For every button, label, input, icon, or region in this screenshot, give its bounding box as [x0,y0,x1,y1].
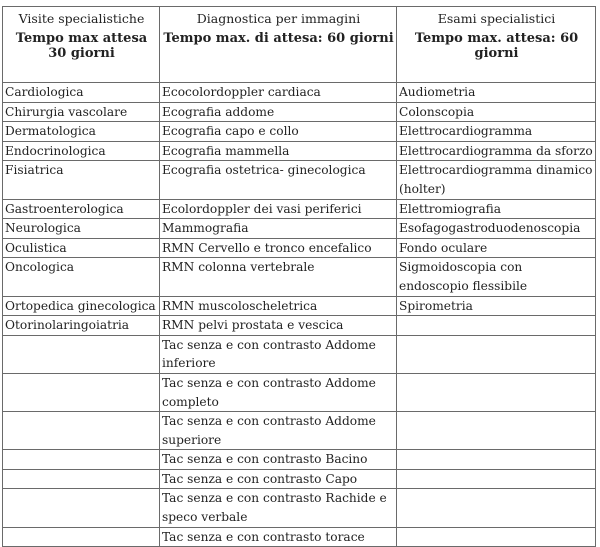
visite-cell: Gastroenterologica [3,199,160,219]
esami-cell [397,527,596,547]
table-body [3,83,596,547]
esami-cell [397,373,596,411]
table-row [3,469,596,489]
diagnostica-cell: Ecolordoppler dei vasi periferici [160,199,397,219]
diagnostica-cell: Tac senza e con contrasto Addome inferiore [160,335,397,373]
visite-cell [3,373,160,411]
visite-cell [3,412,160,450]
table-header [3,7,596,83]
visite-cell: Endocrinologica [3,141,160,161]
esami-cell [397,469,596,489]
esami-cell: Fondo oculare [397,238,596,258]
esami-cell [397,489,596,527]
diagnostica-cell: Tac senza e con contrasto Rachide e speco verbale [160,489,397,527]
esami-cell: Colonscopia [397,102,596,122]
diagnostica-cell: Tac senza e con contrasto Addome completo [160,373,397,411]
table-row [3,316,596,336]
table-row [3,161,596,199]
diagnostica-cell: Ecografia ostetrica- ginecologica [160,161,397,199]
visite-cell: Cardiologica [3,83,160,103]
table-row [3,238,596,258]
header-visite [3,7,160,83]
header-subtitle: Tempo max. di attesa: 60 giorni [163,31,394,46]
diagnostica-cell: RMN colonna vertebrale [160,258,397,296]
table-row [3,450,596,470]
visite-cell [3,489,160,527]
diagnostica-cell: Mammografia [160,219,397,239]
diagnostica-cell: Ecografia capo e collo [160,122,397,142]
table-row [3,141,596,161]
table-row [3,373,596,411]
visite-cell [3,450,160,470]
esami-cell: Elettrocardiogramma [397,122,596,142]
diagnostica-cell: Tac senza e con contrasto Capo [160,469,397,489]
esami-cell: Sigmoidoscopia con endoscopio flessibile [397,258,596,296]
diagnostica-cell: Ecografia mammella [160,141,397,161]
header-esami [397,7,596,83]
table-row [3,122,596,142]
esami-cell [397,450,596,470]
visite-cell [3,469,160,489]
esami-cell [397,335,596,373]
visite-cell: Dermatologica [3,122,160,142]
table-row [3,527,596,547]
visite-cell: Ortopedica ginecologica [3,296,160,316]
table-row [3,489,596,527]
esami-cell: Elettrocardiogramma da sforzo [397,141,596,161]
visite-cell: Oncologica [3,258,160,296]
table-row [3,412,596,450]
diagnostica-cell: RMN pelvi prostata e vescica [160,316,397,336]
visite-cell: Chirurgia vascolare [3,102,160,122]
waiting-times-table [2,6,596,547]
diagnostica-cell: Tac senza e con contrasto torace [160,527,397,547]
table-row [3,219,596,239]
header-title: Esami specialistici [437,11,556,26]
diagnostica-cell: Tac senza e con contrasto Addome superiore [160,412,397,450]
table-row [3,335,596,373]
table-row [3,258,596,296]
header-subtitle: Tempo max attesa 30 giorni [15,31,148,61]
esami-cell: Audiometria [397,83,596,103]
header-title: Diagnostica per immagini [196,11,361,26]
table-row [3,83,596,103]
diagnostica-cell: Tac senza e con contrasto Bacino [160,450,397,470]
diagnostica-cell: RMN muscoloscheletrica [160,296,397,316]
esami-cell [397,316,596,336]
esami-cell: Elettrocardiogramma dinamico (holter) [397,161,596,199]
diagnostica-cell: Ecocolordoppler cardiaca [160,83,397,103]
header-diagnostica [160,7,397,83]
table-row [3,102,596,122]
visite-cell: Fisiatrica [3,161,160,199]
visite-cell: Oculistica [3,238,160,258]
table-row [3,296,596,316]
diagnostica-cell: Ecografia addome [160,102,397,122]
header-row [3,7,596,83]
esami-cell: Esofagogastroduodenoscopia [397,219,596,239]
header-title: Visite specialistiche [18,11,145,26]
visite-cell: Otorinolaringoiatria [3,316,160,336]
esami-cell [397,412,596,450]
table-row [3,199,596,219]
esami-cell: Spirometria [397,296,596,316]
header-subtitle: Tempo max. attesa: 60 giorni [414,31,579,61]
visite-cell: Neurologica [3,219,160,239]
visite-cell [3,527,160,547]
visite-cell [3,335,160,373]
diagnostica-cell: RMN Cervello e tronco encefalico [160,238,397,258]
esami-cell: Elettromiografia [397,199,596,219]
